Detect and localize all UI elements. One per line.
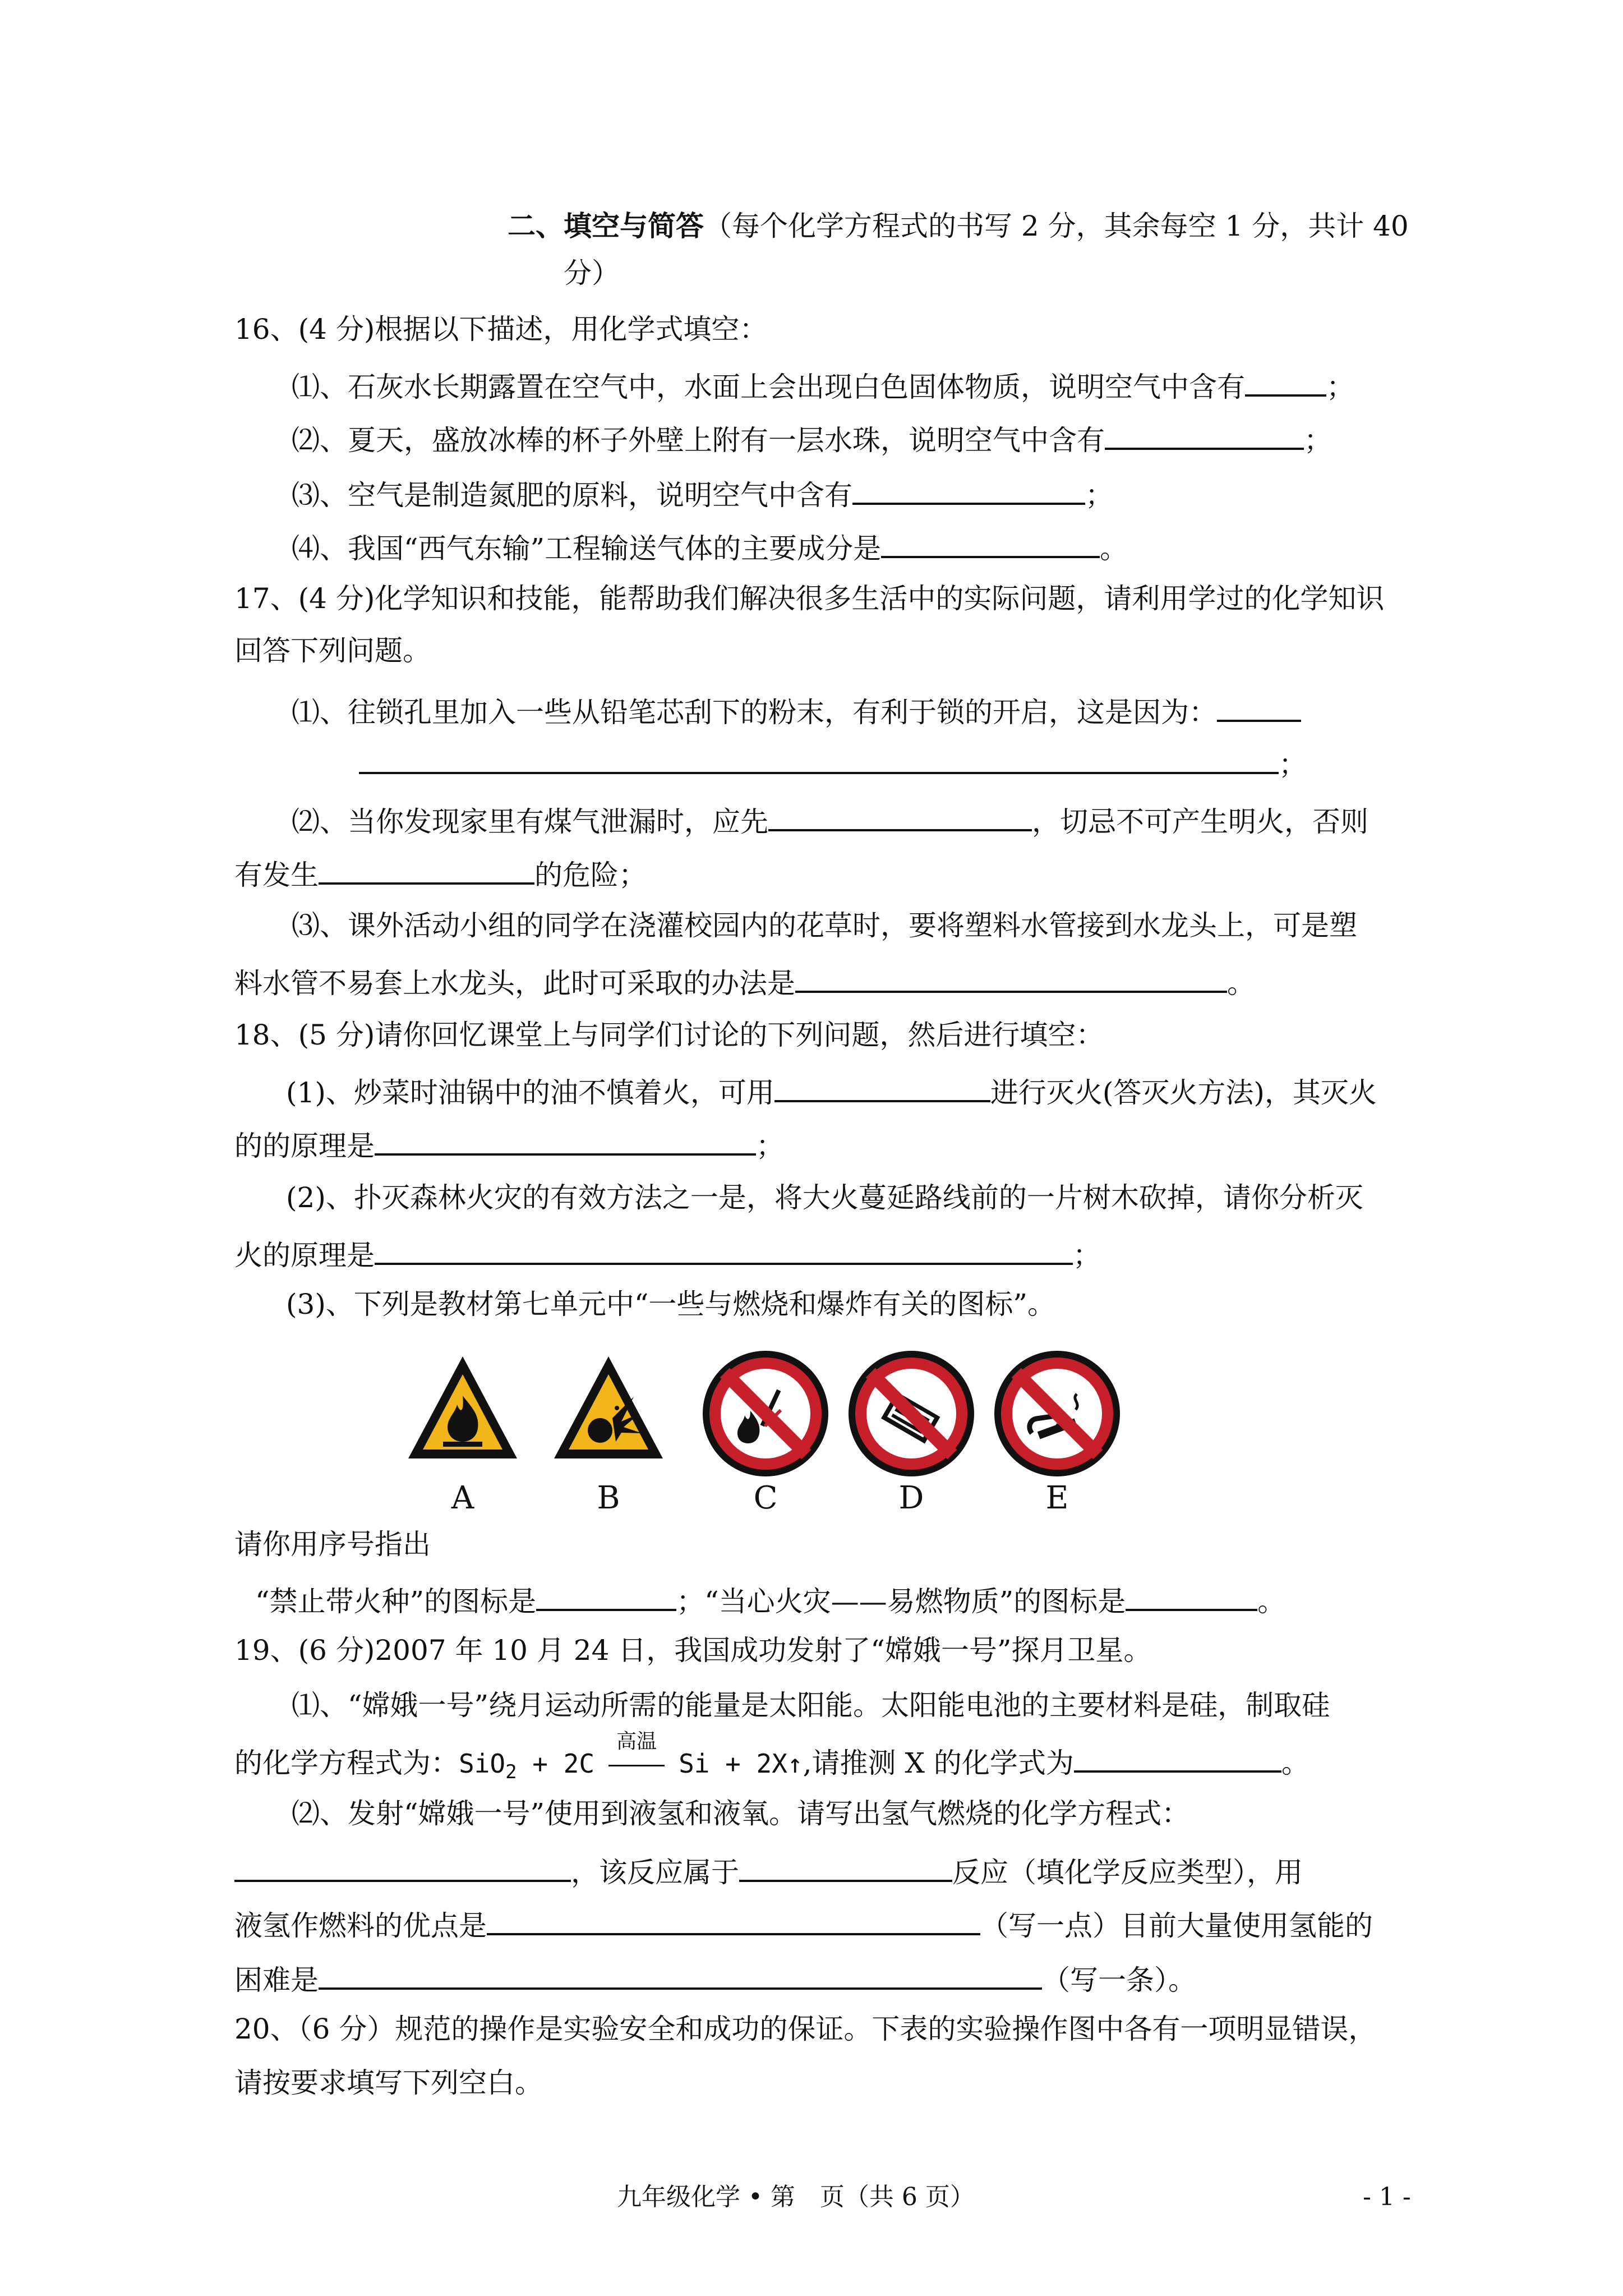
section-heading — [508, 209, 1409, 242]
q19-part1-cont: 的化学方程式为：SiO$_2$ + 2C 高温 Si + 2X↑,请推测 X 的化学式为 。 — [234, 1730, 1310, 1783]
answer-blank[interactable] — [375, 1128, 756, 1156]
q17-part1: ⑴、往锁孔里加入一些从铅笔芯刮下的粉末，有利于锁的开启，这是因为： — [292, 694, 1301, 726]
answer-blank[interactable] — [739, 1854, 952, 1882]
icon-label-b: B — [597, 1480, 620, 1516]
q17-part2: ⑵、当你发现家里有煤气泄漏时，应先 ，切忌不可产生明火，否则 — [292, 803, 1368, 836]
q17-part1-cont: ； — [359, 746, 1307, 779]
answer-blank[interactable] — [768, 803, 1032, 831]
no-smoking-icon — [993, 1349, 1122, 1478]
q18-part4: 请你用序号指出 — [234, 1528, 431, 1561]
q16-part3: ⑶、空气是制造氮肥的原料，说明空气中含有 ； — [292, 477, 1113, 509]
answer-blank[interactable] — [1105, 422, 1304, 450]
answer-blank[interactable] — [359, 746, 1279, 774]
answer-blank[interactable] — [319, 857, 534, 885]
explosive-warning-icon — [550, 1352, 667, 1464]
answer-blank[interactable] — [319, 1962, 1042, 1990]
q17-part3: ⑶、课外活动小组的同学在浇灌校园内的花草时，要将塑料水管接到水龙头上，可是塑 — [292, 909, 1357, 942]
icon-label-d: D — [898, 1480, 924, 1516]
answer-blank[interactable] — [1245, 369, 1326, 397]
answer-blank[interactable] — [487, 1907, 980, 1935]
section-title: 二、填空与简答 — [508, 209, 704, 242]
q19-part2-cont3: 困难是 （写一条）。 — [234, 1962, 1196, 1994]
section-note: （每个化学方程式的书写 2 分，其余每空 1 分，共计 40 — [704, 210, 1409, 242]
q17-stem-cont: 回答下列问题。 — [234, 634, 431, 667]
q19-part2-cont2: 液氢作燃料的优点是 （写一点）目前大量使用氢能的 — [234, 1907, 1373, 1940]
answer-blank[interactable] — [1126, 1583, 1257, 1611]
footer-center: 九年级化学 • 第 页（共 6 页） — [617, 2183, 975, 2211]
q16-part1: ⑴、石灰水长期露置在空气中，水面上会出现白色固体物质，说明空气中含有 ； — [292, 369, 1354, 401]
q18-part1: (1)、炒菜时油锅中的油不慎着火，可用 进行灭火(答灭火方法)，其灭火 — [286, 1074, 1377, 1107]
q18-part1-cont: 的的原理是 ； — [234, 1128, 784, 1160]
q18-stem: 18、(5 分)请你回忆课堂上与同学们讨论的下列问题，然后进行填空： — [234, 1019, 1104, 1051]
icon-label-a: A — [451, 1480, 474, 1516]
answer-blank[interactable] — [774, 1074, 990, 1102]
answer-blank[interactable] — [881, 530, 1100, 558]
answer-blank[interactable] — [234, 1854, 571, 1882]
answer-blank[interactable] — [536, 1583, 676, 1611]
page-number: - 1 - — [1363, 2183, 1411, 2211]
icon-label-e: E — [1045, 1480, 1069, 1516]
q17-stem: 17、(4 分)化学知识和技能，能帮助我们解决很多生活中的实际问题，请利用学过的化学知识 — [234, 582, 1385, 615]
q18-part2-cont: 火的原理是 ； — [234, 1237, 1101, 1269]
answer-blank[interactable] — [795, 965, 1227, 993]
q16-part2: ⑵、夏天，盛放冰棒的杯子外壁上附有一层水珠，说明空气中含有 ； — [292, 422, 1332, 454]
flammable-warning-icon — [404, 1352, 522, 1464]
answer-blank[interactable] — [852, 477, 1085, 505]
equation: SiO$_2$ + 2C 高温 Si + 2X↑ — [459, 1730, 803, 1783]
q17-part2-cont: 有发生 的危险； — [234, 857, 647, 889]
q18-part5: “禁止带火种”的图标是 ；“当心火灾——易燃物质”的图标是 。 — [255, 1583, 1285, 1616]
q17-part3-cont: 料水管不易套上水龙头，此时可采取的办法是 。 — [234, 965, 1255, 997]
icon-label-c: C — [753, 1480, 778, 1516]
q19-stem: 19、(6 分)2007 年 10 月 24 日，我国成功发射了“嫦娥一号”探月卫星。 — [234, 1634, 1152, 1667]
section-note-cont: 分） — [564, 257, 620, 289]
q20-stem: 20、（6 分）规范的操作是实验安全和成功的保证。下表的实验操作图中各有一项明显错误， — [234, 2013, 1377, 2045]
no-open-flame-icon — [701, 1349, 830, 1478]
answer-blank[interactable] — [1074, 1745, 1281, 1773]
q19-part2-cont: ，该反应属于 反应（填化学反应类型），用 — [234, 1854, 1303, 1887]
answer-blank[interactable] — [375, 1237, 1073, 1265]
no-matches-icon — [847, 1349, 976, 1478]
answer-blank[interactable] — [1217, 694, 1301, 722]
q19-part1: ⑴、“嫦娥一号”绕月运动所需的能量是太阳能。太阳能电池的主要材料是硅，制取硅 — [292, 1689, 1330, 1722]
q18-part3: (3)、下列是教材第七单元中“一些与燃烧和爆炸有关的图标”。 — [286, 1288, 1055, 1320]
q18-part2: (2)、扑灭森林火灾的有效方法之一是，将大火蔓延路线前的一片树木砍掉，请你分析灭 — [286, 1181, 1363, 1214]
q20-stem-cont: 请按要求填写下列空白。 — [234, 2067, 543, 2099]
q16-part4: ⑷、我国“西气东输”工程输送气体的主要成分是 。 — [292, 530, 1128, 563]
q16-stem: 16、(4 分)根据以下描述，用化学式填空： — [234, 313, 768, 346]
q19-part2: ⑵、发射“嫦娥一号”使用到液氢和液氧。请写出氢气燃烧的化学方程式： — [292, 1797, 1190, 1830]
